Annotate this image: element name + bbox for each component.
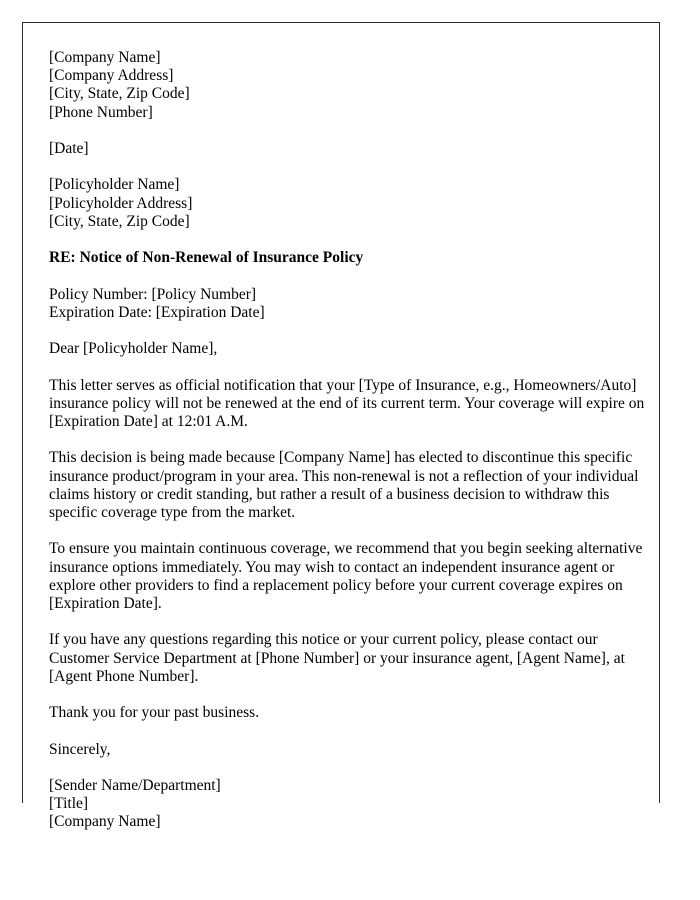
sender-company-address: [Company Address] — [49, 67, 174, 85]
expiration-date-line: Expiration Date: [Expiration Date] — [49, 303, 265, 321]
body-paragraph-1: This letter serves as official notification that your [Type of Insurance, e.g., Homeowners/Auto] insurance policy will not be renewed at the end of its current term. Your coverage will expire on [Expiration Date] at 12:01 A.M. — [49, 376, 645, 430]
spacer — [49, 358, 649, 376]
spacer — [49, 322, 649, 340]
spacer — [49, 158, 649, 176]
spacer — [49, 267, 649, 285]
spacer — [49, 122, 649, 140]
thank-you-line: Thank you for your past business. — [49, 704, 260, 722]
sender-company-name: [Company Name] — [49, 49, 161, 66]
spacer — [49, 686, 649, 704]
signature-block — [49, 777, 649, 832]
spacer — [49, 522, 649, 540]
recipient-address-block — [49, 176, 649, 231]
sender-address-block — [49, 49, 649, 122]
spacer — [49, 759, 649, 777]
spacer — [49, 613, 649, 631]
signature-title: [Title] — [49, 795, 89, 813]
body-paragraph-3: To ensure you maintain continuous coverage, we recommend that you begin seeking alternative insurance options immediately. You may wish to contact an independent insurance agent or explore other providers to find a replacement policy before your current coverage expires on [Expiration Date]. — [49, 540, 643, 612]
spacer — [49, 722, 649, 740]
subject-line: RE: Notice of Non-Renewal of Insurance Policy — [49, 249, 364, 267]
date-line: [Date] — [49, 140, 89, 157]
closing-line: Sincerely, — [49, 740, 111, 758]
document-page — [22, 22, 660, 831]
body-paragraph-4: If you have any questions regarding this notice or your current policy, please contact our Customer Service Department at [Phone Number] or your insurance agent, [Agent Name], at [Agent Phone Number]. — [49, 631, 625, 685]
policy-number-line: Policy Number: [Policy Number] — [49, 285, 257, 303]
signature-sender-name: [Sender Name/Department] — [49, 776, 221, 794]
signature-company-name: [Company Name] — [49, 813, 161, 831]
recipient-city-state-zip: [City, State, Zip Code] — [49, 212, 190, 230]
sender-phone-number: [Phone Number] — [49, 103, 153, 121]
policy-details-block — [49, 286, 649, 322]
sender-city-state-zip: [City, State, Zip Code] — [49, 85, 190, 103]
body-paragraph-2: This decision is being made because [Company Name] has elected to discontinue this specific insurance product/program in your area. This non-renewal is not a reflection of your individual claims history or credit standing, but rather a result of a business decision to withdraw this specific coverage type from the market. — [49, 449, 639, 521]
document-content — [23, 23, 659, 832]
date-block — [49, 140, 649, 158]
spacer — [49, 231, 649, 249]
spacer — [49, 431, 649, 449]
recipient-name: [Policyholder Name] — [49, 176, 180, 194]
salutation: Dear [Policyholder Name], — [49, 340, 218, 358]
recipient-address: [Policyholder Address] — [49, 194, 193, 212]
